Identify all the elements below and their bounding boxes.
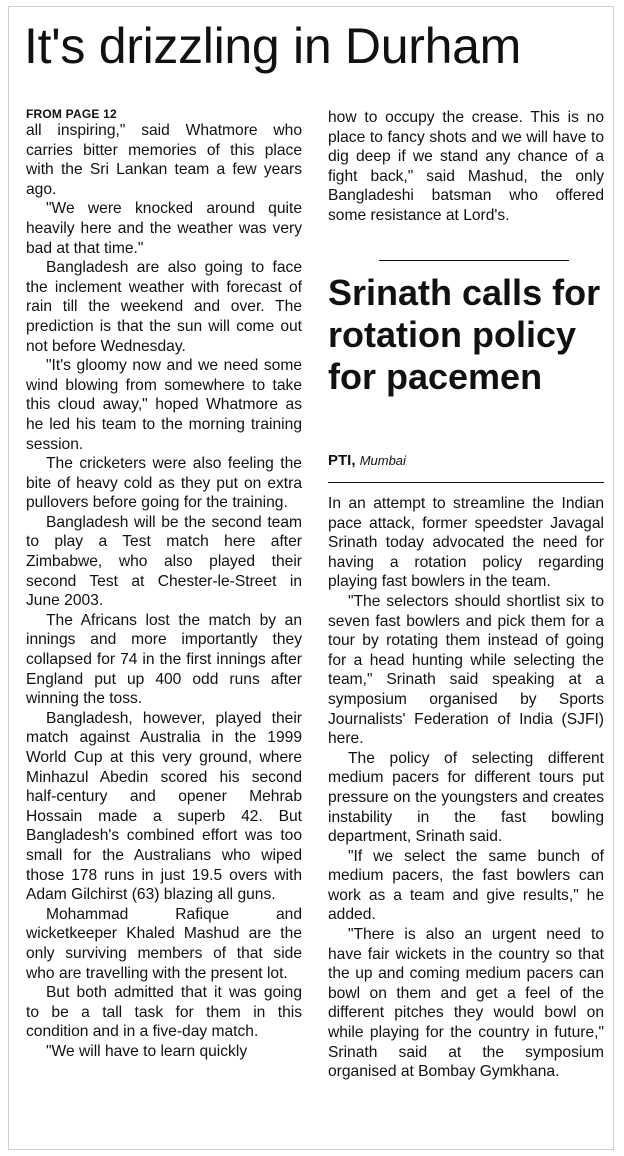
left-column: [26, 108, 302, 1062]
continuation-label: FROM PAGE 12: [26, 107, 117, 121]
paragraph: Bangladesh, however, played their match against Australia in the 1999 World Cup at this very ground, where Minhazul Abedin scored his second half-century and opener Mehrab Hossain made a superb 42. But Bangladesh's combined effort was too small for the Australians who wiped those 178 runs in just 19.5 overs with Adam Gilchirst (63) blazing all guns.: [26, 709, 302, 904]
paragraph: "If we select the same bunch of medium pacers, the fast bowlers can work as a team and give results," he added.: [328, 847, 604, 924]
second-story-headline: Srinath calls for rotation policy for pacemen: [328, 272, 601, 397]
paragraph: Bangladesh will be the second team to play a Test match here after Zimbabwe, who also played their second Test at Chester-le-Street in June 2003.: [26, 513, 302, 610]
paragraph: But both admitted that it was going to be a tall task for them in this condition and in a five-day match.: [26, 984, 302, 1041]
right-column-continuation: [328, 108, 604, 226]
paragraph: "We will have to learn quickly: [46, 1042, 248, 1060]
paragraph: how to occupy the crease. This is no place to fancy shots and we will have to dig deep if we stand any chance of a fight back," said Mashud, the only Bangladeshi batsman who offered some resistance at Lord's.: [328, 109, 604, 224]
paragraph: "The selectors should shortlist six to seven fast bowlers and pick them for a tour by rotating them instead of going for a head hunting while selecting the team," Srinath said speaking at a symposium organised by Sports Journalists' Federation of India (SJFI) here.: [328, 592, 604, 748]
main-headline: It's drizzling in Durham: [24, 18, 521, 74]
second-story-body: [328, 494, 604, 1082]
paragraph: The Africans lost the match by an innings and more importantly they collapsed for 74 in the first innings after England put up 400 odd runs after winning the toss.: [26, 611, 302, 708]
byline-agency: PTI,: [328, 452, 356, 469]
byline: [328, 452, 406, 469]
paragraph: The policy of selecting different medium pacers for different tours put pressure on the youngsters and creates instability in the fast bowling department, Srinath said.: [328, 749, 604, 846]
byline-divider: [328, 482, 604, 483]
paragraph: "We were knocked around quite heavily here and the weather was very bad at that time.": [26, 200, 302, 257]
paragraph: Bangladesh are also going to face the inclement weather with forecast of rain till the weekend and over. The prediction is that the sun will come out not before Wednesday.: [26, 259, 302, 355]
paragraph: all inspiring," said Whatmore who carries bitter memories of this place with the Sri Lankan team a few years ago.: [26, 122, 302, 198]
paragraph: Mohammad Rafique and wicketkeeper Khaled Mashud are the only surviving members of that side who are travelling with the present lot.: [26, 905, 302, 982]
paragraph: In an attempt to streamline the Indian pace attack, former speedster Javagal Srinath today advocated the need for having a rotation policy regarding playing fast bowlers in the team.: [328, 495, 604, 591]
paragraph: "There is also an urgent need to have fair wickets in the country so that the up and coming medium pacers can bowl on them and get a feel of the different pitches they would bowl on while playing for the country in future," Srinath said at the symposium organised at Bombay Gymkhana.: [328, 926, 604, 1081]
story-divider: [379, 260, 569, 261]
paragraph: "It's gloomy now and we need some wind blowing from somewhere to take this cloud away," hoped Whatmore as he led his team to the morning training session.: [26, 357, 302, 453]
paragraph: The cricketers were also feeling the bite of heavy cold as they put on extra pullovers before going for the training.: [26, 455, 302, 512]
byline-place: Mumbai: [359, 453, 406, 468]
